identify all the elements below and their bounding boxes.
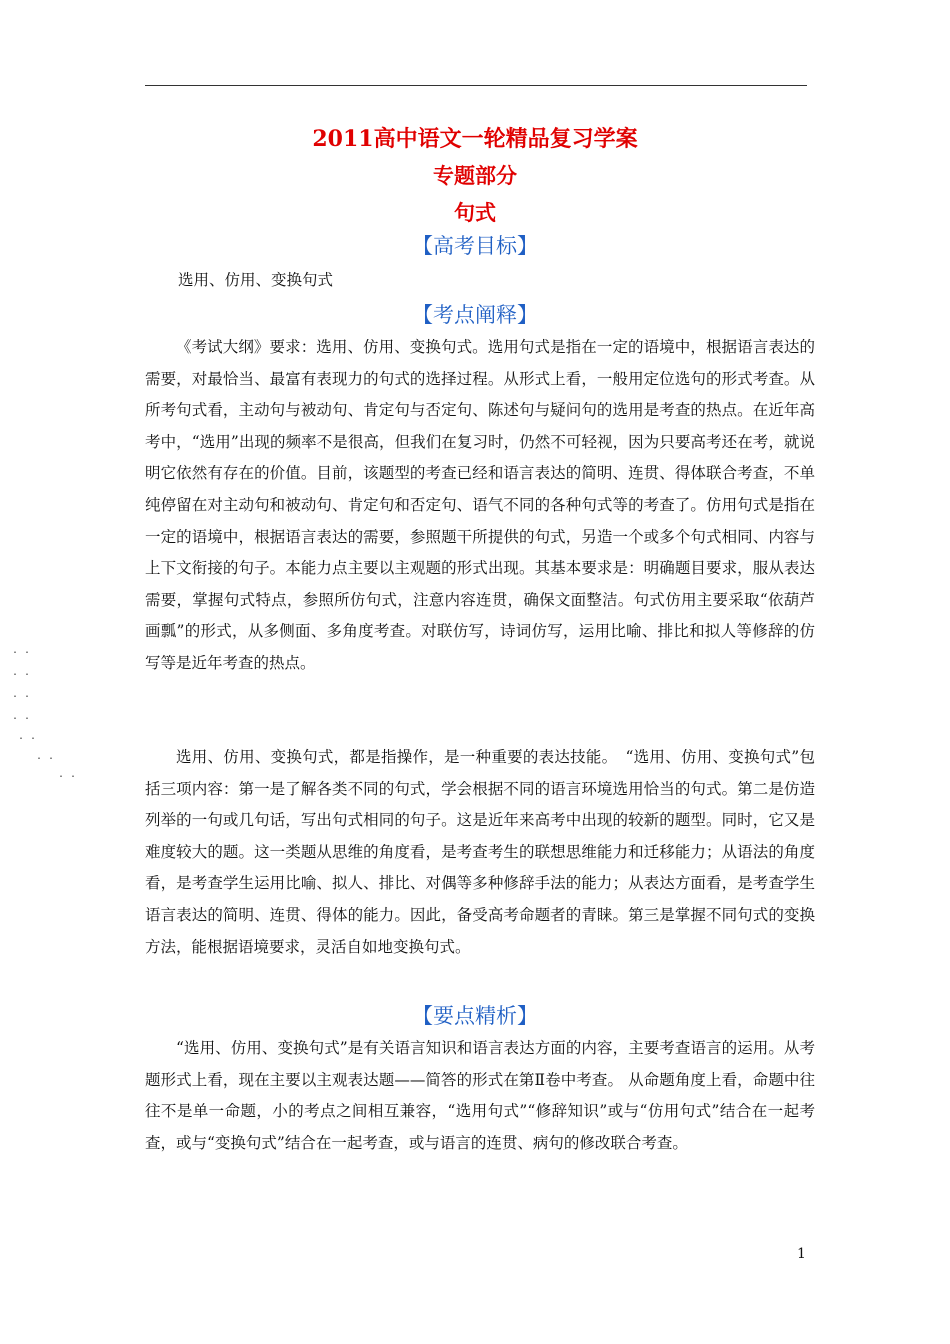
margin-mark: . . [18, 731, 37, 742]
section-heading-goal: 【高考目标】 [412, 234, 538, 258]
margin-mark: . . [12, 645, 31, 656]
document-subtitle: 专题部分 [433, 163, 517, 188]
margin-mark: . . [12, 689, 31, 700]
section-heading-key: 【要点精析】 [412, 1004, 538, 1028]
section-heading-explain: 【考点阐释】 [412, 303, 538, 327]
margin-mark: . . [58, 769, 77, 780]
explain-paragraph-2: 选用、仿用、变换句式，都是指操作，是一种重要的表达技能。 “选用、仿用、变换句式”包括三项内容：第一是了解各类不同的句式，学会根据不同的语言环境选用恰当的句式。第二是仿造列举的一句或几句话，写出句式相同的句子。这是近年来高考中出现的较新的题型。同时，它又是难度较大的题。这一类题从思维的角度看，是考查考生的联想思维能力和迁移能力；从语法的角度看，是考查学生运用比喻、拟人、排比、对偶等多种修辞手法的能力；从表达方面看，是考查学生语言表达的简明、连贯、得体的能力。因此，备受高考命题者的青睐。第三是掌握不同句式的变换方法，能根据语境要求，灵活自如地变换句式。 [145, 748, 815, 956]
margin-mark: . . [12, 711, 31, 722]
document-title: 2011高中语文一轮精品复习学案 [312, 126, 638, 152]
margin-marks [0, 645, 80, 785]
document-topic: 句式 [454, 200, 496, 225]
margin-mark: . . [12, 667, 31, 678]
header-rule [145, 85, 807, 86]
explain-paragraph-1: 《考试大纲》要求：选用、仿用、变换句式。选用句式是指在一定的语境中，根据语言表达的需要，对最恰当、最富有表现力的句式的选择过程。从形式上看，一般用定位选句的形式考查。从所考句式看，主动句与被动句、肯定句与否定句、陈述句与疑问句的选用是考查的热点。在近年高考中，“选用”出现的频率不是很高，但我们在复习时，仍然不可轻视，因为只要高考还在考，就说明它依然有存在的价值。目前，该题型的考查已经和语言表达的简明、连贯、得体联合考查，不单纯停留在对主动句和被动句、肯定句和否定句、语气不同的各种句式等的考查了。仿用句式是指在一定的语境中，根据语言表达的需要，参照题干所提供的句式，另造一个或多个句式相同、内容与上下文衔接的句子。本能力点主要以主观题的形式出现。其基本要求是：明确题目要求，服从表达需要，掌握句式特点，参照所仿句式，注意内容连贯，确保文面整洁。句式仿用主要采取“依葫芦画瓢”的形式，从多侧面、多角度考查。对联仿写，诗词仿写，运用比喻、排比和拟人等修辞的仿写等是近年考查的热点。 [145, 338, 815, 672]
margin-mark: . . [36, 751, 55, 762]
key-paragraph-1: “选用、仿用、变换句式”是有关语言知识和语言表达方面的内容，主要考查语言的运用。从考题形式上看，现在主要以主观表达题——简答的形式在第Ⅱ卷中考查。 从命题角度上看，命题中往往不是单一命题，小的考点之间相互兼容，“选用句式”“修辞知识”或与“仿用句式”结合在一起考查，或与“变换句式”结合在一起考查，或与语言的连贯、病句的修改联合考查。 [145, 1039, 815, 1152]
goal-text: 选用、仿用、变换句式 [178, 271, 334, 289]
page-number: 1 [797, 1246, 806, 1262]
